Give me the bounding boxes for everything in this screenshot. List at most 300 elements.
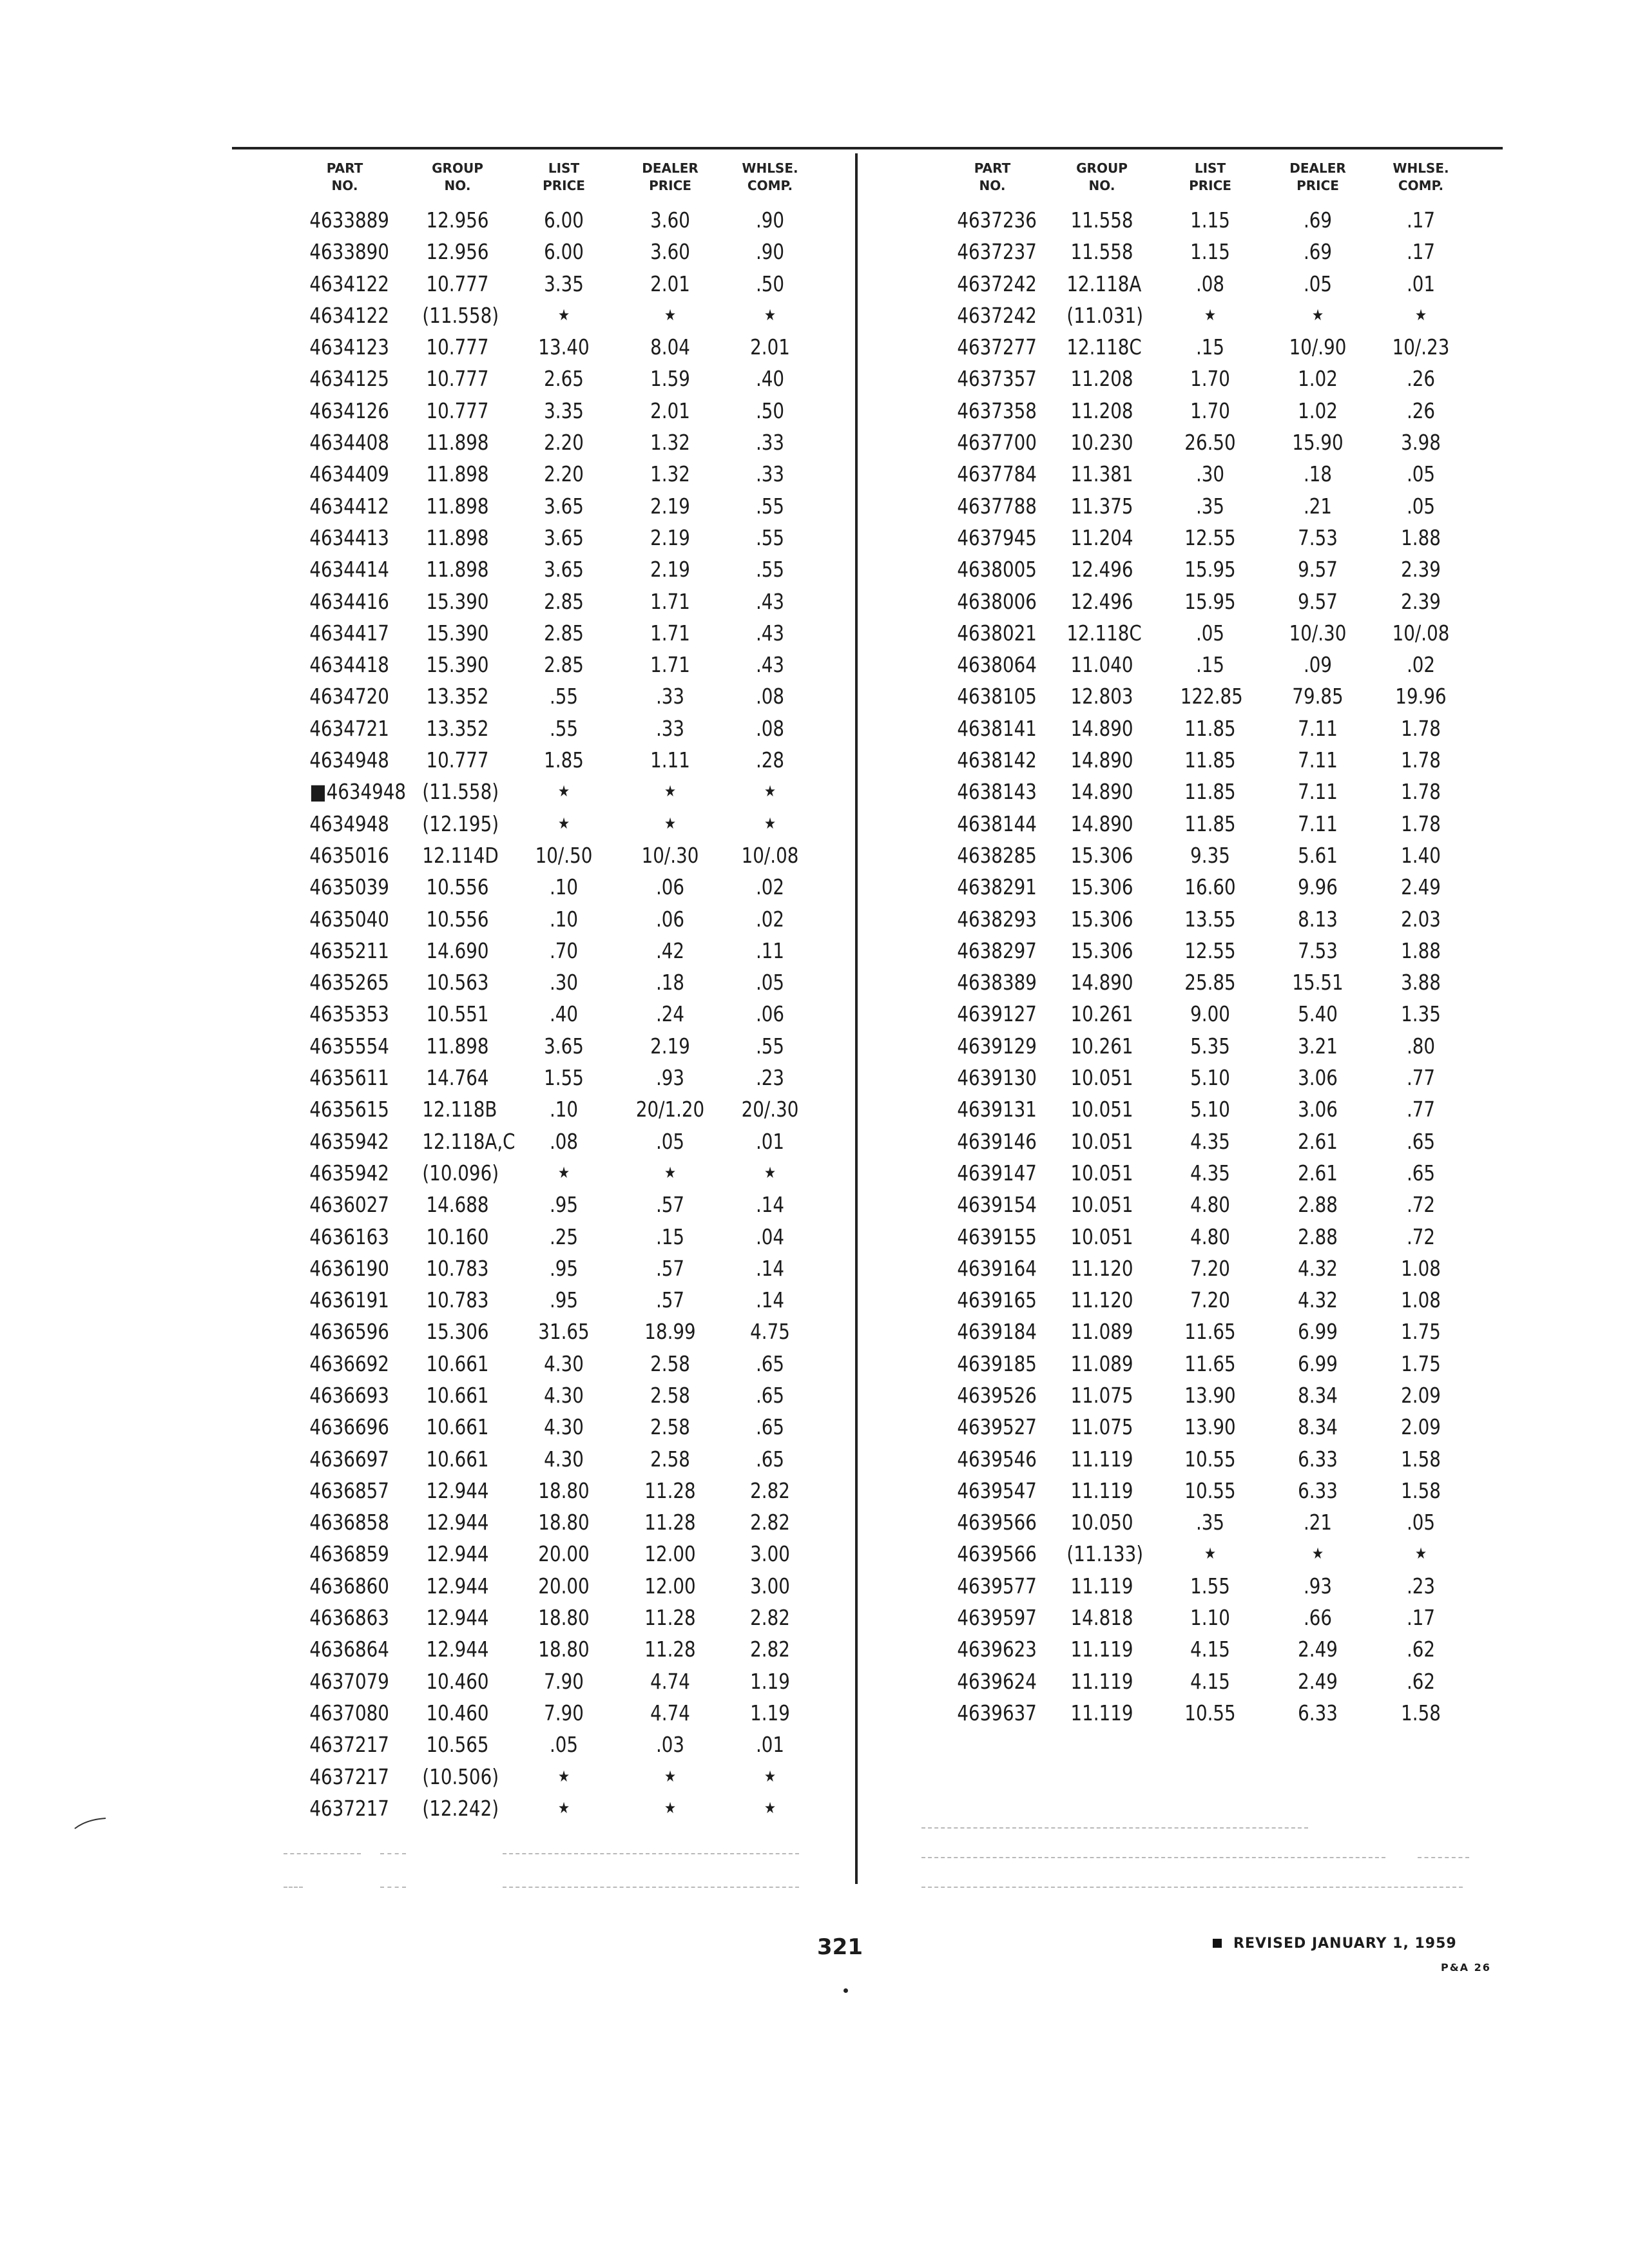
cell-list-price: 1.70 [1190,398,1230,423]
cell-dealer-price: .93 [1303,1573,1333,1599]
cell-list-price: 1.15 [1190,207,1230,233]
cell-part-no: 4634125 [309,366,389,392]
cell-dealer-price: 2.01 [650,398,690,423]
cell-part-no: 4638285 [957,842,1037,868]
cell-list-price: ★ [1204,305,1217,324]
cell-group-no: 11.119 [1070,1668,1133,1694]
cell-part-no: 4635615 [309,1097,389,1122]
cell-part-no: 4639526 [957,1382,1037,1408]
cell-whlse-comp: 3.98 [1401,430,1441,456]
cell-whlse-comp: .55 [755,524,785,550]
page-number: 321 [817,1934,863,1960]
cell-list-price: 2.20 [544,430,584,456]
cell-list-price: 7.20 [1190,1287,1230,1313]
cell-part-no: 4638005 [957,557,1037,582]
cell-dealer-price: .24 [655,1001,685,1027]
cell-group-no: 10.051 [1070,1192,1133,1218]
page-code: P&A 26 [1441,1961,1491,1974]
cell-list-price: 4.35 [1190,1128,1230,1154]
cell-dealer-price: .69 [1303,207,1333,233]
cell-dealer-price: .69 [1303,239,1333,265]
cell-whlse-comp: .02 [755,906,785,932]
cell-list-price: 5.35 [1190,1033,1230,1059]
faint-dashed-line [921,1827,1308,1829]
cell-group-no: 11.119 [1070,1477,1133,1503]
cell-part-no: 4634412 [309,493,389,519]
cell-part-no: 4637784 [957,461,1037,487]
cell-dealer-price: 8.34 [1298,1382,1338,1408]
cell-dealer-price: 10/.30 [1289,620,1347,646]
cell-list-price: 4.80 [1190,1224,1230,1249]
cell-part-no: 4636696 [309,1414,389,1440]
cell-list-price: .08 [549,1128,579,1154]
stray-pen-mark [72,1813,111,1832]
cell-dealer-price: 7.11 [1298,747,1338,773]
cell-list-price: 26.50 [1184,430,1236,456]
cell-dealer-price: .66 [1303,1605,1333,1631]
cell-dealer-price: 3.21 [1298,1033,1338,1059]
cell-group-no: 10.661 [426,1414,489,1440]
cell-part-no: 4636596 [309,1319,389,1345]
cell-whlse-comp: 3.00 [750,1573,790,1599]
cell-dealer-price: 8.04 [650,334,690,360]
cell-dealer-price: 1.32 [650,430,690,456]
cell-dealer-price: 9.57 [1298,588,1338,614]
cell-group-no: 12.944 [426,1605,489,1631]
cell-dealer-price: .21 [1303,1510,1333,1535]
cell-whlse-comp: .80 [1406,1033,1436,1059]
cell-list-price: .25 [549,1224,579,1249]
cell-dealer-price: 7.53 [1298,937,1338,963]
cell-list-price: .10 [549,906,579,932]
cell-part-no: 4638021 [957,620,1037,646]
cell-whlse-comp: .05 [1406,1510,1436,1535]
cell-list-price: 15.95 [1184,557,1236,582]
cell-dealer-price: 11.28 [644,1510,696,1535]
cell-whlse-comp: ★ [764,782,776,801]
cell-list-price: .95 [549,1192,579,1218]
cell-whlse-comp: .65 [755,1350,785,1376]
cell-dealer-price: 1.71 [650,620,690,646]
faint-dashed-line [284,1853,361,1854]
cell-whlse-comp: .14 [755,1255,785,1281]
cell-whlse-comp: .40 [755,366,785,392]
cell-part-no: 4639637 [957,1700,1037,1725]
cell-group-no: 14.688 [426,1192,489,1218]
cell-dealer-price: .93 [655,1065,685,1091]
cell-dealer-price: 6.99 [1298,1319,1338,1345]
cell-list-price: 122.85 [1180,684,1243,709]
cell-list-price: 6.00 [544,239,584,265]
cell-part-no: 4637080 [309,1700,389,1725]
cell-whlse-comp: .17 [1406,239,1436,265]
cell-part-no: 4636190 [309,1255,389,1281]
cell-list-price: 1.55 [1190,1573,1230,1599]
cell-part-no: 4636693 [309,1382,389,1408]
cell-part-no: 4634416 [309,588,389,614]
cell-group-no: 10.460 [426,1700,489,1725]
faint-dashed-line [284,1887,303,1888]
cell-whlse-comp: 2.49 [1401,874,1441,900]
cell-part-no: 4635554 [309,1033,389,1059]
cell-whlse-comp: .62 [1406,1668,1436,1694]
cell-dealer-price: 1.02 [1298,366,1338,392]
cell-whlse-comp: 1.19 [750,1668,790,1694]
cell-group-no: 10.050 [1070,1510,1133,1535]
cell-part-no: 4636191 [309,1287,389,1313]
cell-dealer-price: 6.99 [1298,1350,1338,1376]
cell-group-no: 10.051 [1070,1128,1133,1154]
cell-list-price: .05 [1195,620,1225,646]
cell-whlse-comp: .02 [1406,652,1436,678]
cell-list-price: .95 [549,1255,579,1281]
cell-list-price: 10.55 [1184,1446,1236,1472]
cell-whlse-comp: 1.88 [1401,937,1441,963]
cell-dealer-price: .09 [1303,652,1333,678]
cell-group-no: 10.661 [426,1350,489,1376]
cell-list-price: .30 [549,970,579,995]
cell-whlse-comp: .55 [755,557,785,582]
cell-whlse-comp: .14 [755,1192,785,1218]
cell-dealer-price: 2.58 [650,1382,690,1408]
cell-group-no: 10.777 [426,271,489,296]
cell-group-no: 11.898 [426,493,489,519]
cell-dealer-price: 12.00 [644,1541,696,1567]
cell-part-no: 4633890 [309,239,389,265]
cell-list-price: 3.65 [544,1033,584,1059]
cell-whlse-comp: 3.88 [1401,970,1441,995]
cell-part-no: 4633889 [309,207,389,233]
cell-list-price: 12.55 [1184,524,1236,550]
cell-part-no: 4636863 [309,1605,389,1631]
cell-whlse-comp: 2.39 [1401,588,1441,614]
cell-whlse-comp: .06 [755,1001,785,1027]
cell-dealer-price: 1.02 [1298,398,1338,423]
cell-part-no: 4634414 [309,557,389,582]
cell-whlse-comp: .50 [755,398,785,423]
cell-list-price: ★ [1204,1544,1217,1563]
cell-dealer-price: 3.60 [650,207,690,233]
cell-group-no: 15.390 [426,588,489,614]
cell-group-no: 12.944 [426,1510,489,1535]
cell-dealer-price: 12.00 [644,1573,696,1599]
cell-whlse-comp: .90 [755,239,785,265]
cell-dealer-price: .15 [655,1224,685,1249]
cell-group-no: 14.890 [1070,970,1133,995]
cell-dealer-price: .06 [655,906,685,932]
cell-whlse-comp: .01 [755,1128,785,1154]
cell-list-price: 20.00 [538,1541,590,1567]
cell-group-no: 10.777 [426,747,489,773]
cell-whlse-comp: .62 [1406,1637,1436,1662]
cell-dealer-price: 20/1.20 [635,1097,705,1122]
cell-whlse-comp: .26 [1406,398,1436,423]
cell-part-no: 4639155 [957,1224,1037,1249]
cell-part-no: ■4634948 [309,779,407,805]
cell-list-price: 13.40 [538,334,590,360]
cell-whlse-comp: 1.08 [1401,1255,1441,1281]
cell-whlse-comp: .08 [755,684,785,709]
cell-whlse-comp: 2.09 [1401,1414,1441,1440]
cell-list-price: 3.65 [544,524,584,550]
cell-dealer-price: 2.61 [1298,1160,1338,1186]
cell-dealer-price: 2.58 [650,1350,690,1376]
cell-part-no: 4634126 [309,398,389,423]
cell-group-no: 15.306 [1070,937,1133,963]
cell-group-no: 11.120 [1070,1255,1133,1281]
cell-list-price: 18.80 [538,1510,590,1535]
cell-group-no: 11.558 [1070,207,1133,233]
header-list-price: LIST PRICE [543,160,585,193]
cell-dealer-price: 1.32 [650,461,690,487]
cell-part-no: 4639185 [957,1350,1037,1376]
cell-dealer-price: 4.74 [650,1700,690,1725]
cell-part-no: 4634123 [309,334,389,360]
cell-group-no: 11.898 [426,1033,489,1059]
cell-list-price: ★ [557,305,570,324]
header-dealer-price: DEALER PRICE [642,160,699,193]
cell-group-no: 12.803 [1070,684,1133,709]
cell-group-no: 11.208 [1070,398,1133,423]
cell-dealer-price: 2.19 [650,493,690,519]
cell-part-no: 4639566 [957,1541,1037,1567]
cell-dealer-price: 6.33 [1298,1477,1338,1503]
cell-part-no: 4637237 [957,239,1037,265]
cell-dealer-price: .57 [655,1287,685,1313]
cell-part-no: 4639623 [957,1637,1037,1662]
cell-list-price: 13.90 [1184,1382,1236,1408]
cell-group-no: 10.551 [426,1001,489,1027]
cell-group-no: (11.133) [1066,1541,1144,1567]
cell-group-no: 11.381 [1070,461,1133,487]
cell-dealer-price: 79.85 [1292,684,1344,709]
cell-dealer-price: 2.49 [1298,1668,1338,1694]
cell-whlse-comp: .65 [755,1382,785,1408]
cell-dealer-price: 2.19 [650,1033,690,1059]
cell-part-no: 4639527 [957,1414,1037,1440]
cell-group-no: (10.096) [422,1160,499,1186]
cell-whlse-comp: 10/.08 [741,842,799,868]
cell-group-no: 11.119 [1070,1573,1133,1599]
cell-part-no: 4634948 [309,811,389,836]
cell-whlse-comp: .17 [1406,1605,1436,1631]
cell-list-price: .55 [549,684,579,709]
cell-list-price: 7.20 [1190,1255,1230,1281]
cell-dealer-price: .05 [655,1128,685,1154]
cell-dealer-price: 4.74 [650,1668,690,1694]
cell-whlse-comp: 2.82 [750,1637,790,1662]
cell-list-price: 1.55 [544,1065,584,1091]
cell-whlse-comp: .05 [1406,493,1436,519]
cell-dealer-price: 7.11 [1298,715,1338,741]
cell-dealer-price: ★ [664,814,677,832]
cell-group-no: 15.390 [426,620,489,646]
cell-list-price: 4.80 [1190,1192,1230,1218]
cell-part-no: 4637217 [309,1763,389,1789]
cell-part-no: 4634417 [309,620,389,646]
header-dealer-price: DEALER PRICE [1289,160,1346,193]
cell-list-price: 3.65 [544,557,584,582]
cell-group-no: 14.890 [1070,747,1133,773]
cell-list-price: 15.95 [1184,588,1236,614]
cell-group-no: 10.777 [426,366,489,392]
cell-part-no: 4638144 [957,811,1037,836]
cell-group-no: 14.818 [1070,1605,1133,1631]
cell-whlse-comp: ★ [764,1163,776,1182]
cell-group-no: (11.558) [422,302,499,328]
header-whlse-comp: WHLSE. COMP. [742,160,798,193]
cell-list-price: 31.65 [538,1319,590,1345]
cell-dealer-price: 2.88 [1298,1192,1338,1218]
cell-dealer-price: ★ [664,782,677,801]
cell-whlse-comp: .43 [755,588,785,614]
cell-whlse-comp: 2.39 [1401,557,1441,582]
cell-part-no: 4637277 [957,334,1037,360]
cell-list-price: 4.15 [1190,1668,1230,1694]
cell-group-no: 10.051 [1070,1097,1133,1122]
cell-list-price: 10/.50 [535,842,593,868]
cell-part-no: 4638293 [957,906,1037,932]
cell-part-no: 4637945 [957,524,1037,550]
cell-whlse-comp: .55 [755,493,785,519]
cell-dealer-price: 18.99 [644,1319,696,1345]
cell-dealer-price: .42 [655,937,685,963]
cell-group-no: 10.777 [426,398,489,423]
cell-dealer-price: ★ [1311,1544,1324,1563]
cell-whlse-comp: .23 [755,1065,785,1091]
cell-group-no: 11.898 [426,461,489,487]
cell-whlse-comp: 1.58 [1401,1700,1441,1725]
cell-list-price: 4.30 [544,1382,584,1408]
cell-whlse-comp: .90 [755,207,785,233]
cell-dealer-price: 10/.30 [641,842,699,868]
cell-group-no: 15.306 [1070,906,1133,932]
cell-list-price: 16.60 [1184,874,1236,900]
cell-list-price: 20.00 [538,1573,590,1599]
cell-dealer-price: .33 [655,715,685,741]
cell-dealer-price: .57 [655,1192,685,1218]
cell-whlse-comp: 1.35 [1401,1001,1441,1027]
revised-note: REVISED JANUARY 1, 1959 [1213,1936,1457,1952]
cell-dealer-price: 2.88 [1298,1224,1338,1249]
cell-whlse-comp: ★ [1414,305,1427,324]
cell-group-no: 11.040 [1070,652,1133,678]
cell-dealer-price: 7.11 [1298,779,1338,805]
cell-dealer-price: 15.90 [1292,430,1344,456]
cell-group-no: 12.496 [1070,557,1133,582]
cell-group-no: 11.204 [1070,524,1133,550]
cell-whlse-comp: 2.82 [750,1605,790,1631]
cell-dealer-price: 2.19 [650,557,690,582]
cell-group-no: 12.114D [422,842,499,868]
header-part-no: PART NO. [974,160,1011,193]
cell-whlse-comp: .28 [755,747,785,773]
cell-part-no: 4637236 [957,207,1037,233]
cell-part-no: 4635942 [309,1128,389,1154]
cell-whlse-comp: ★ [1414,1544,1427,1563]
cell-list-price: .35 [1195,1510,1225,1535]
cell-part-no: 4636692 [309,1350,389,1376]
cell-group-no: 10.261 [1070,1001,1133,1027]
cell-list-price: 11.85 [1184,715,1236,741]
cell-list-price: 6.00 [544,207,584,233]
cell-list-price: 11.65 [1184,1350,1236,1376]
cell-whlse-comp: .11 [755,937,785,963]
cell-dealer-price: 3.06 [1298,1065,1338,1091]
cell-whlse-comp: 1.75 [1401,1350,1441,1376]
cell-whlse-comp: 1.88 [1401,524,1441,550]
cell-list-price: .30 [1195,461,1225,487]
cell-whlse-comp: .77 [1406,1097,1436,1122]
cell-part-no: 4634409 [309,461,389,487]
cell-group-no: 10.563 [426,970,489,995]
cell-group-no: 10.556 [426,906,489,932]
cell-list-price: 13.55 [1184,906,1236,932]
cell-list-price: 10.55 [1184,1477,1236,1503]
cell-list-price: 1.70 [1190,366,1230,392]
cell-dealer-price: .33 [655,684,685,709]
cell-part-no: 4636697 [309,1446,389,1472]
cell-whlse-comp: ★ [764,305,776,324]
header-part-no: PART NO. [326,160,363,193]
top-rule [232,147,1503,149]
cell-dealer-price: 15.51 [1292,970,1344,995]
cell-part-no: 4639164 [957,1255,1037,1281]
cell-group-no: 11.375 [1070,493,1133,519]
cell-group-no: 10.783 [426,1255,489,1281]
cell-part-no: 4638064 [957,652,1037,678]
cell-group-no: 11.119 [1070,1637,1133,1662]
cell-dealer-price: .05 [1303,271,1333,296]
cell-part-no: 4635211 [309,937,389,963]
cell-whlse-comp: 3.00 [750,1541,790,1567]
cell-part-no: 4638297 [957,937,1037,963]
cell-part-no: 4634948 [309,747,389,773]
cell-whlse-comp: ★ [764,814,776,832]
header-list-price: LIST PRICE [1189,160,1231,193]
cell-dealer-price: .57 [655,1255,685,1281]
cell-group-no: 11.898 [426,430,489,456]
cell-list-price: 13.90 [1184,1414,1236,1440]
cell-list-price: ★ [557,782,570,801]
cell-group-no: 12.118C [1066,334,1142,360]
cell-group-no: 10.783 [426,1287,489,1313]
cell-whlse-comp: .65 [755,1414,785,1440]
cell-group-no: 12.118A [1066,271,1142,296]
cell-dealer-price: 4.32 [1298,1255,1338,1281]
cell-list-price: 10.55 [1184,1700,1236,1725]
cell-whlse-comp: .43 [755,652,785,678]
cell-whlse-comp: .55 [755,1033,785,1059]
cell-part-no: 4639577 [957,1573,1037,1599]
cell-group-no: 10.661 [426,1446,489,1472]
cell-group-no: 10.556 [426,874,489,900]
cell-part-no: 4636163 [309,1224,389,1249]
cell-dealer-price: ★ [664,305,677,324]
cell-group-no: 10.565 [426,1732,489,1758]
cell-group-no: 10.051 [1070,1224,1133,1249]
cell-part-no: 4636859 [309,1541,389,1567]
cell-dealer-price: 2.58 [650,1414,690,1440]
cell-whlse-comp: 4.75 [750,1319,790,1345]
cell-group-no: 10.051 [1070,1160,1133,1186]
cell-dealer-price: 2.19 [650,524,690,550]
cell-part-no: 4636857 [309,1477,389,1503]
cell-group-no: 12.944 [426,1477,489,1503]
cell-list-price: .08 [1195,271,1225,296]
cell-list-price: 2.85 [544,588,584,614]
cell-dealer-price: 7.53 [1298,524,1338,550]
